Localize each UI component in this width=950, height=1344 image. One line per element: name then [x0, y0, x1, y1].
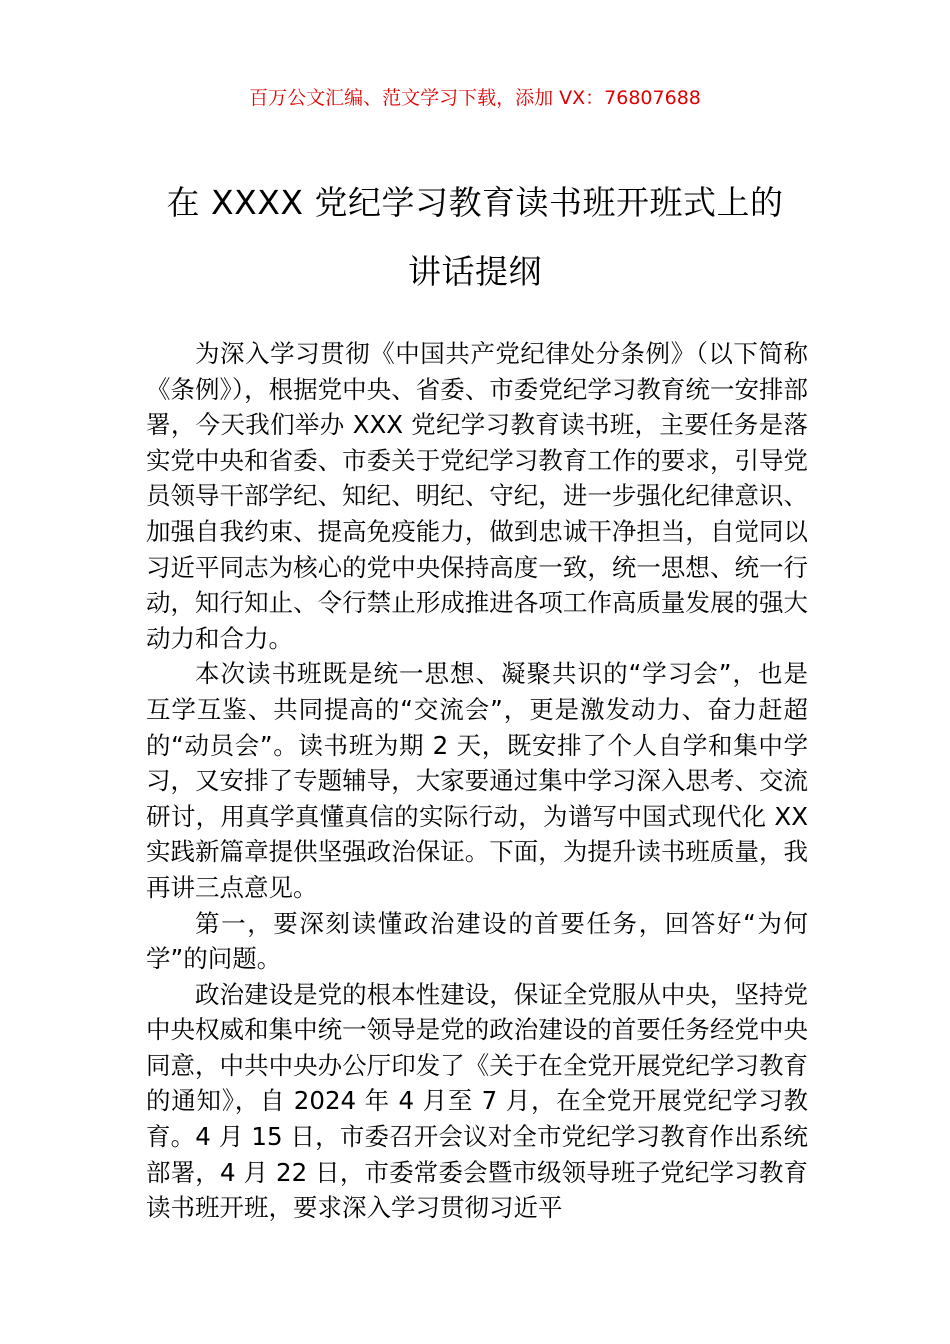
- paragraph-political-construction: 政治建设是党的根本性建设，保证全党服从中央，坚持党中央权威和集中统一领导是党的政治建设的首要任务经党中央同意，中共中央办公厅印发了《关于在全党开展党纪学习教育的通知》，自 2024 年 4 月至 7 月，在全党开展党纪学习教育。4 月 15 日，市委召开会议对全市党纪学习教育作出系统部署，4 月 22 日，市委常委会暨市级领导班子党纪学习教育读书班开班，要求深入学习贯彻习近平: [146, 979, 808, 1223]
- paragraph-intro: 为深入学习贯彻《中国共产党纪律处分条例》（以下简称《条例》），根据党中央、省委、市委党纪学习教育统一安排部署，今天我们举办 XXX 党纪学习教育读书班，主要任务是落实党中央和省委、市委关于党纪学习教育工作的要求，引导党员领导干部学纪、知纪、明纪、守纪，进一步强化纪律意识、加强自我约束、提高免疫能力，做到忠诚干净担当，自觉同以习近平同志为核心的党中央保持高度一致，统一思想、统一行动，知行知止、令行禁止形成推进各项工作高质量发展的强大动力和合力。: [146, 339, 808, 653]
- paragraph-reading-class: 本次读书班既是统一思想、凝聚共识的“学习会”，也是互学互鉴、共同提高的“交流会”，更是激发动力、奋力赶超的“动员会”。读书班为期 2 天，既安排了个人自学和集中学习，又安排了专题辅导，大家要通过集中学习深入思考、交流研讨，用真学真懂真信的实际行动，为谱写中国式现代化 XX 实践新篇章提供坚强政治保证。下面，为提升读书班质量，我再讲三点意见。: [146, 659, 808, 902]
- paragraph-section-one-heading: 第一，要深刻读懂政治建设的首要任务，回答好“为何学”的问题。: [146, 908, 808, 974]
- document-title-line-2: 讲话提纲: [408, 252, 542, 291]
- document-body: [146, 336, 808, 1226]
- header-watermark-note: 百万公文汇编、范文学习下载，添加 VX：76807688: [249, 87, 701, 109]
- document-title-line-1: 在 XXXX 党纪学习教育读书班开班式上的: [166, 183, 784, 222]
